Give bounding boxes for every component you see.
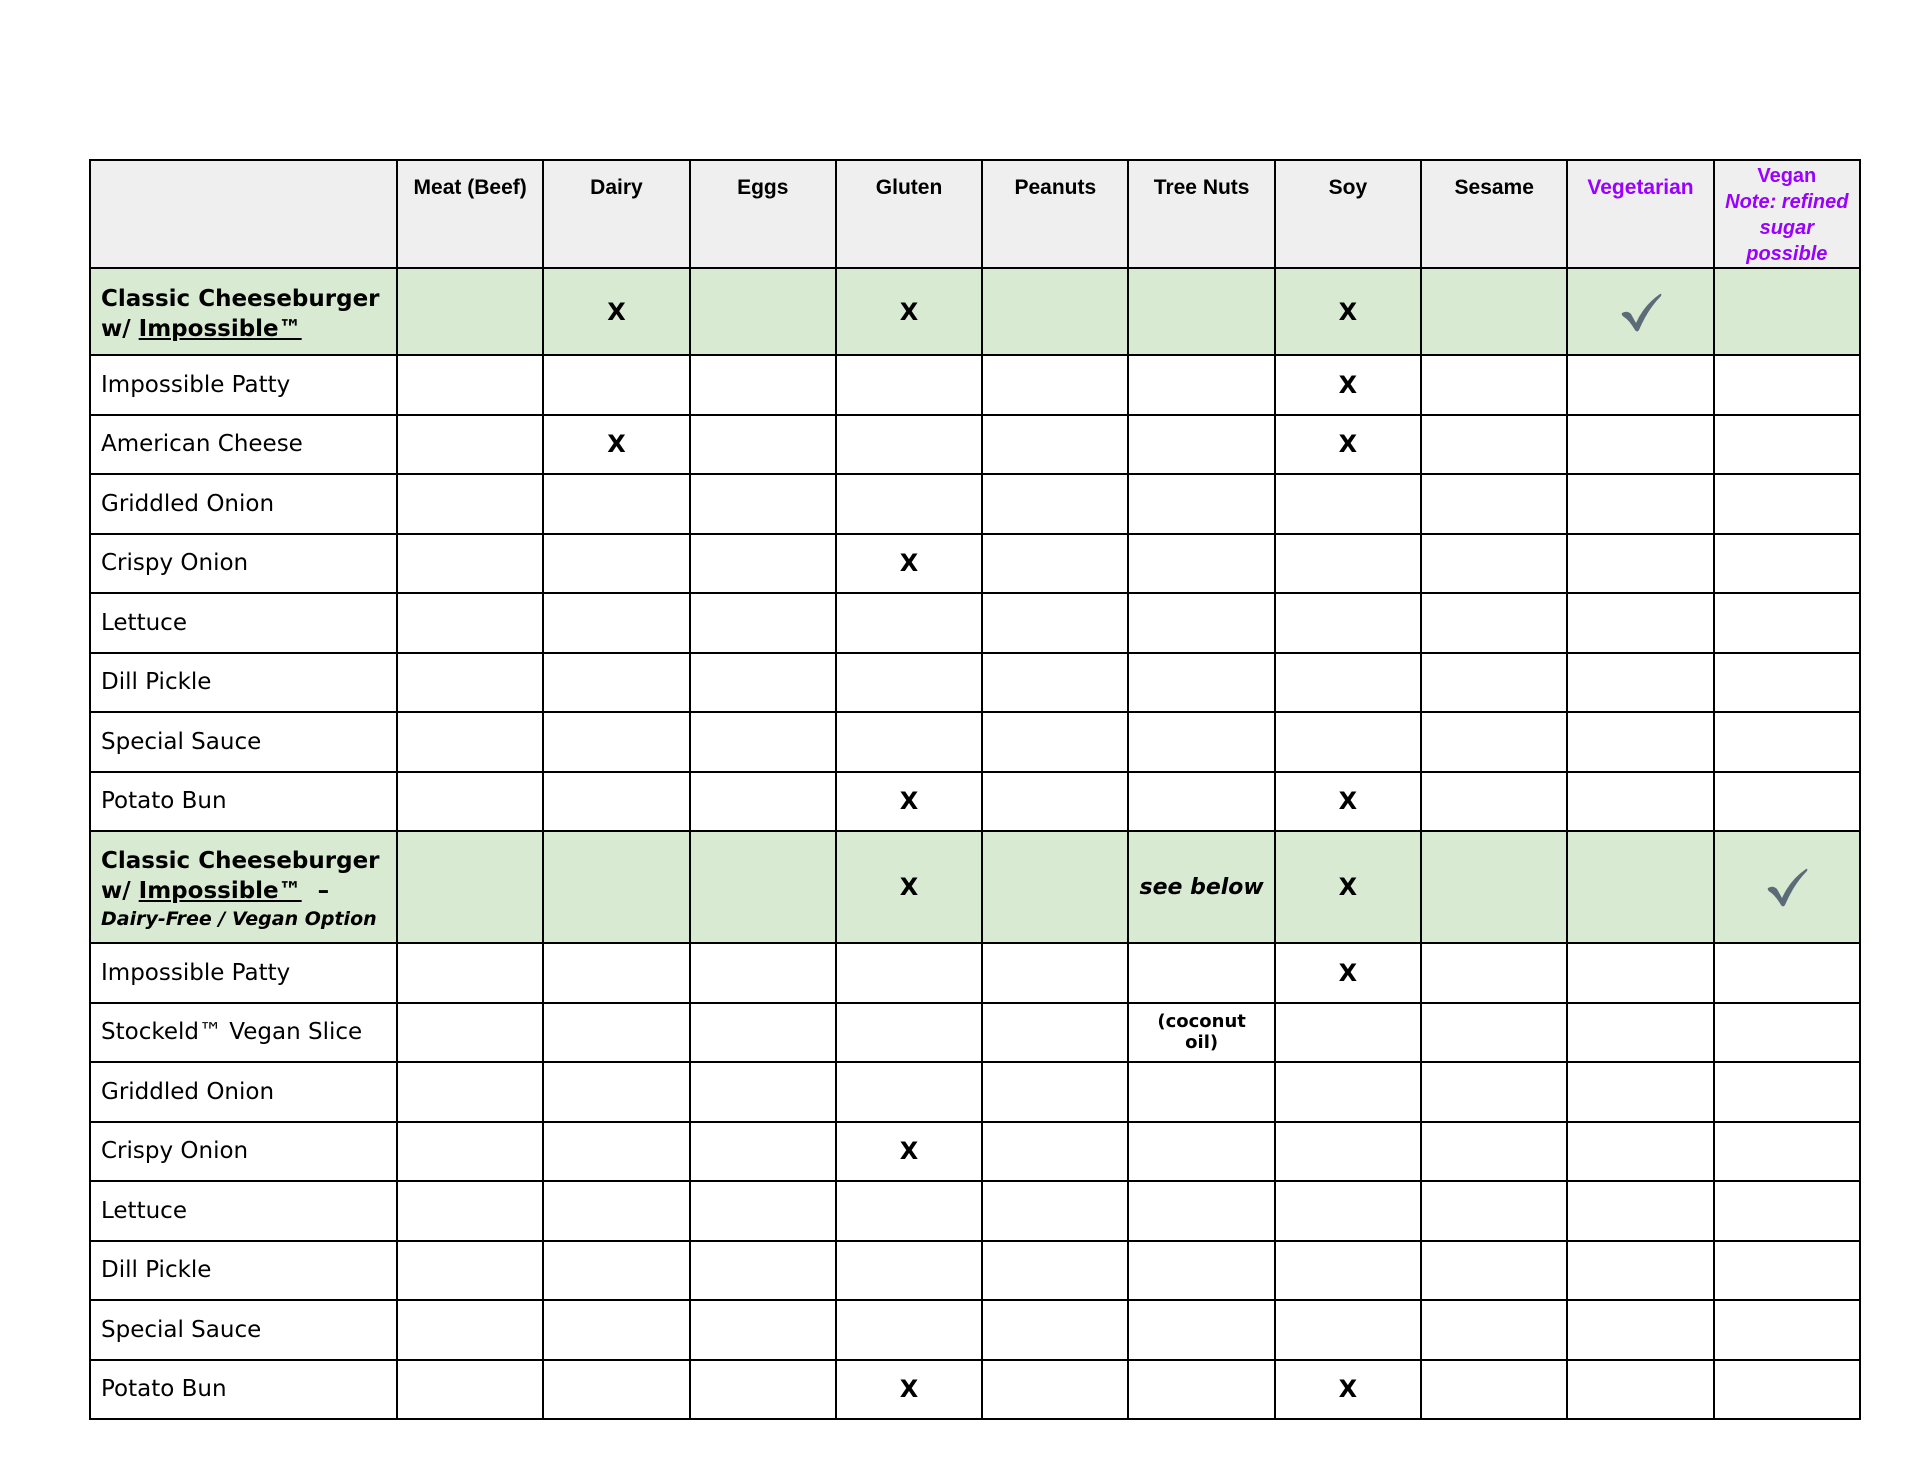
- cell-soy: [1275, 474, 1421, 534]
- header-vegan: [1714, 160, 1860, 268]
- cell-tree-nuts: [1128, 355, 1274, 415]
- cell-soy: [1275, 593, 1421, 653]
- cell-soy: [1275, 653, 1421, 713]
- cell-vegetarian: [1567, 943, 1713, 1003]
- cell-dairy: [543, 1181, 689, 1241]
- cell-vegetarian: [1567, 1122, 1713, 1182]
- cell-tree-nuts: [1128, 474, 1274, 534]
- cell-gluten: [836, 474, 982, 534]
- cell-vegan: [1714, 1122, 1860, 1182]
- cell-sesame: [1421, 1003, 1567, 1063]
- ingredient-name: Impossible Patty: [90, 355, 397, 415]
- cell-tree-nuts: (coconut oil): [1128, 1003, 1274, 1063]
- cell-peanuts: [982, 355, 1128, 415]
- header-tree-nuts: Tree Nuts: [1128, 160, 1274, 268]
- cell-eggs: [690, 1062, 836, 1122]
- cell-sesame: [1421, 1122, 1567, 1182]
- cell-meat-beef: [397, 943, 543, 1003]
- ingredient-row: [90, 593, 1860, 653]
- ingredient-name: Dill Pickle: [90, 653, 397, 713]
- cell-dairy: X: [543, 415, 689, 475]
- cell-peanuts: [982, 712, 1128, 772]
- header-vegan-label: Vegan: [1757, 165, 1817, 187]
- cell-vegetarian: [1567, 831, 1713, 943]
- cell-tree-nuts: [1128, 1360, 1274, 1420]
- cell-eggs: [690, 1181, 836, 1241]
- cell-sesame: [1421, 268, 1567, 355]
- ingredient-row: [90, 415, 1860, 475]
- cell-peanuts: [982, 1003, 1128, 1063]
- cell-meat-beef: [397, 534, 543, 594]
- menu-item-title: Classic Cheeseburger: [101, 285, 380, 312]
- ingredient-row: [90, 1062, 1860, 1122]
- cell-eggs: [690, 831, 836, 943]
- cell-dairy: [543, 1241, 689, 1301]
- ingredient-row: [90, 355, 1860, 415]
- cell-tree-nuts: [1128, 1181, 1274, 1241]
- menu-item-prefix: w/: [101, 315, 139, 342]
- ingredient-name: Crispy Onion: [90, 534, 397, 594]
- cell-vegetarian: [1567, 1181, 1713, 1241]
- cell-dairy: [543, 1360, 689, 1420]
- cell-dairy: [543, 1062, 689, 1122]
- cell-meat-beef: [397, 772, 543, 832]
- cell-peanuts: [982, 534, 1128, 594]
- cell-meat-beef: [397, 474, 543, 534]
- cell-soy: X: [1275, 943, 1421, 1003]
- cell-vegetarian: [1567, 355, 1713, 415]
- cell-eggs: [690, 943, 836, 1003]
- cell-eggs: [690, 593, 836, 653]
- menu-item-name: [90, 831, 397, 943]
- header-dairy: Dairy: [543, 160, 689, 268]
- cell-tree-nuts: [1128, 268, 1274, 355]
- cell-sesame: [1421, 1062, 1567, 1122]
- cell-vegetarian: [1567, 268, 1713, 355]
- cell-tree-nuts: [1128, 415, 1274, 475]
- menu-item-prefix: w/: [101, 878, 139, 904]
- cell-meat-beef: [397, 1300, 543, 1360]
- cell-sesame: [1421, 943, 1567, 1003]
- cell-vegetarian: [1567, 653, 1713, 713]
- ingredient-name: Crispy Onion: [90, 1122, 397, 1182]
- cell-gluten: X: [836, 268, 982, 355]
- cell-gluten: [836, 355, 982, 415]
- ingredient-row: [90, 1181, 1860, 1241]
- cell-vegetarian: [1567, 1241, 1713, 1301]
- menu-item-row: [90, 268, 1860, 355]
- cell-peanuts: [982, 1241, 1128, 1301]
- cell-dairy: [543, 772, 689, 832]
- cell-sesame: [1421, 1360, 1567, 1420]
- ingredient-row: [90, 1360, 1860, 1420]
- cell-dairy: [543, 534, 689, 594]
- cell-peanuts: [982, 268, 1128, 355]
- cell-vegetarian: [1567, 1062, 1713, 1122]
- cell-vegan: [1714, 593, 1860, 653]
- cell-eggs: [690, 268, 836, 355]
- ingredient-name: Dill Pickle: [90, 1241, 397, 1301]
- impossible-link-text: Impossible™: [138, 878, 302, 904]
- cell-eggs: [690, 474, 836, 534]
- cell-tree-nuts: [1128, 534, 1274, 594]
- cell-peanuts: [982, 772, 1128, 832]
- cell-gluten: X: [836, 1122, 982, 1182]
- check-icon: [1618, 289, 1664, 335]
- cell-vegan: [1714, 1062, 1860, 1122]
- cell-vegetarian: [1567, 772, 1713, 832]
- cell-eggs: [690, 355, 836, 415]
- cell-sesame: [1421, 1300, 1567, 1360]
- cell-eggs: [690, 534, 836, 594]
- cell-peanuts: [982, 1181, 1128, 1241]
- cell-eggs: [690, 415, 836, 475]
- header-row: [90, 160, 1860, 268]
- cell-sesame: [1421, 474, 1567, 534]
- cell-meat-beef: [397, 712, 543, 772]
- cell-gluten: [836, 1003, 982, 1063]
- cell-tree-nuts: [1128, 593, 1274, 653]
- cell-soy: [1275, 1181, 1421, 1241]
- cell-soy: [1275, 1241, 1421, 1301]
- cell-soy: [1275, 712, 1421, 772]
- cell-soy: [1275, 534, 1421, 594]
- cell-meat-beef: [397, 415, 543, 475]
- cell-meat-beef: [397, 268, 543, 355]
- ingredient-row: [90, 474, 1860, 534]
- ingredient-row: [90, 772, 1860, 832]
- cell-meat-beef: [397, 1062, 543, 1122]
- cell-soy: [1275, 1062, 1421, 1122]
- cell-dairy: [543, 474, 689, 534]
- cell-tree-nuts: [1128, 712, 1274, 772]
- header-vegetarian: Vegetarian: [1567, 160, 1713, 268]
- cell-soy: X: [1275, 1360, 1421, 1420]
- cell-sesame: [1421, 534, 1567, 594]
- cell-dairy: [543, 712, 689, 772]
- cell-sesame: [1421, 653, 1567, 713]
- menu-item-name: [90, 268, 397, 355]
- ingredient-name: American Cheese: [90, 415, 397, 475]
- ingredient-row: [90, 1003, 1860, 1063]
- cell-meat-beef: [397, 1241, 543, 1301]
- header-soy: Soy: [1275, 160, 1421, 268]
- menu-item-title: Classic Cheeseburger: [101, 848, 380, 874]
- cell-vegetarian: [1567, 415, 1713, 475]
- cell-gluten: X: [836, 831, 982, 943]
- cell-gluten: [836, 712, 982, 772]
- ingredient-name: Special Sauce: [90, 1300, 397, 1360]
- cell-eggs: [690, 1241, 836, 1301]
- cell-sesame: [1421, 831, 1567, 943]
- cell-sesame: [1421, 355, 1567, 415]
- cell-vegan: [1714, 355, 1860, 415]
- ingredient-row: [90, 1241, 1860, 1301]
- cell-sesame: [1421, 1241, 1567, 1301]
- cell-eggs: [690, 772, 836, 832]
- cell-soy: X: [1275, 831, 1421, 943]
- cell-dairy: [543, 355, 689, 415]
- cell-vegan: [1714, 534, 1860, 594]
- cell-soy: X: [1275, 772, 1421, 832]
- ingredient-row: [90, 653, 1860, 713]
- cell-meat-beef: [397, 1360, 543, 1420]
- header-peanuts: Peanuts: [982, 160, 1128, 268]
- cell-vegan: [1714, 1181, 1860, 1241]
- cell-vegetarian: [1567, 593, 1713, 653]
- cell-peanuts: [982, 593, 1128, 653]
- ingredient-name: Lettuce: [90, 593, 397, 653]
- cell-tree-nuts: [1128, 772, 1274, 832]
- cell-gluten: [836, 1300, 982, 1360]
- cell-dairy: X: [543, 268, 689, 355]
- cell-sesame: [1421, 415, 1567, 475]
- cell-vegetarian: [1567, 1360, 1713, 1420]
- cell-peanuts: [982, 474, 1128, 534]
- cell-vegan: [1714, 415, 1860, 475]
- cell-dairy: [543, 593, 689, 653]
- check-icon: [1764, 864, 1810, 910]
- table-body: [90, 268, 1860, 1419]
- ingredient-name: Potato Bun: [90, 772, 397, 832]
- ingredient-name: Stockeld™ Vegan Slice: [90, 1003, 397, 1063]
- ingredient-name: Griddled Onion: [90, 1062, 397, 1122]
- cell-gluten: [836, 415, 982, 475]
- ingredient-name: Potato Bun: [90, 1360, 397, 1420]
- cell-meat-beef: [397, 653, 543, 713]
- cell-dairy: [543, 1122, 689, 1182]
- header-sesame: Sesame: [1421, 160, 1567, 268]
- ingredient-row: [90, 712, 1860, 772]
- cell-peanuts: [982, 1062, 1128, 1122]
- cell-eggs: [690, 712, 836, 772]
- cell-vegan: [1714, 1300, 1860, 1360]
- cell-eggs: [690, 653, 836, 713]
- cell-tree-nuts: [1128, 1241, 1274, 1301]
- cell-peanuts: [982, 943, 1128, 1003]
- cell-vegan: [1714, 772, 1860, 832]
- cell-tree-nuts: see below: [1128, 831, 1274, 943]
- allergen-sheet: [89, 159, 1859, 1404]
- ingredient-row: [90, 1122, 1860, 1182]
- allergen-table: [89, 159, 1861, 1420]
- ingredient-row: [90, 534, 1860, 594]
- cell-tree-nuts: [1128, 1062, 1274, 1122]
- cell-meat-beef: [397, 593, 543, 653]
- cell-dairy: [543, 1003, 689, 1063]
- cell-sesame: [1421, 712, 1567, 772]
- cell-vegetarian: [1567, 534, 1713, 594]
- cell-meat-beef: [397, 1181, 543, 1241]
- impossible-link-text: Impossible™: [138, 315, 302, 342]
- cell-meat-beef: [397, 1003, 543, 1063]
- cell-gluten: [836, 1241, 982, 1301]
- cell-peanuts: [982, 1300, 1128, 1360]
- cell-meat-beef: [397, 355, 543, 415]
- cell-meat-beef: [397, 831, 543, 943]
- menu-item-suffix: –: [301, 878, 330, 904]
- menu-item-row: [90, 831, 1860, 943]
- ingredient-row: [90, 943, 1860, 1003]
- cell-sesame: [1421, 1181, 1567, 1241]
- cell-vegan: [1714, 268, 1860, 355]
- cell-tree-nuts: [1128, 653, 1274, 713]
- ingredient-row: [90, 1300, 1860, 1360]
- cell-gluten: [836, 593, 982, 653]
- cell-eggs: [690, 1122, 836, 1182]
- cell-soy: X: [1275, 415, 1421, 475]
- cell-soy: [1275, 1003, 1421, 1063]
- cell-vegetarian: [1567, 474, 1713, 534]
- cell-vegetarian: [1567, 712, 1713, 772]
- cell-vegan: [1714, 943, 1860, 1003]
- cell-soy: [1275, 1122, 1421, 1182]
- header-meat-beef: Meat (Beef): [397, 160, 543, 268]
- cell-vegan: [1714, 1241, 1860, 1301]
- cell-gluten: [836, 1181, 982, 1241]
- cell-dairy: [543, 1300, 689, 1360]
- cell-vegan: [1714, 712, 1860, 772]
- cell-peanuts: [982, 1122, 1128, 1182]
- cell-vegan: [1714, 653, 1860, 713]
- cell-peanuts: [982, 1360, 1128, 1420]
- cell-tree-nuts: [1128, 1122, 1274, 1182]
- ingredient-name: Lettuce: [90, 1181, 397, 1241]
- header-vegan-note: Note: refined sugar possible: [1725, 191, 1849, 265]
- cell-eggs: [690, 1360, 836, 1420]
- header-corner: [90, 160, 397, 268]
- cell-soy: X: [1275, 268, 1421, 355]
- cell-peanuts: [982, 415, 1128, 475]
- cell-tree-nuts: [1128, 943, 1274, 1003]
- ingredient-name: Griddled Onion: [90, 474, 397, 534]
- cell-peanuts: [982, 831, 1128, 943]
- cell-vegan: [1714, 474, 1860, 534]
- cell-gluten: [836, 1062, 982, 1122]
- cell-meat-beef: [397, 1122, 543, 1182]
- cell-gluten: X: [836, 1360, 982, 1420]
- cell-eggs: [690, 1300, 836, 1360]
- cell-gluten: X: [836, 772, 982, 832]
- ingredient-name: Special Sauce: [90, 712, 397, 772]
- cell-vegan: [1714, 1360, 1860, 1420]
- cell-tree-nuts: [1128, 1300, 1274, 1360]
- cell-sesame: [1421, 772, 1567, 832]
- cell-soy: [1275, 1300, 1421, 1360]
- cell-sesame: [1421, 593, 1567, 653]
- cell-vegetarian: [1567, 1300, 1713, 1360]
- cell-soy: X: [1275, 355, 1421, 415]
- cell-gluten: X: [836, 534, 982, 594]
- cell-dairy: [543, 831, 689, 943]
- cell-vegan: [1714, 831, 1860, 943]
- cell-eggs: [690, 1003, 836, 1063]
- cell-gluten: [836, 653, 982, 713]
- cell-dairy: [543, 943, 689, 1003]
- cell-vegetarian: [1567, 1003, 1713, 1063]
- header-eggs: Eggs: [690, 160, 836, 268]
- cell-dairy: [543, 653, 689, 713]
- menu-item-subtitle: Dairy-Free / Vegan Option: [101, 908, 377, 930]
- cell-peanuts: [982, 653, 1128, 713]
- cell-vegan: [1714, 1003, 1860, 1063]
- cell-gluten: [836, 943, 982, 1003]
- header-gluten: Gluten: [836, 160, 982, 268]
- ingredient-name: Impossible Patty: [90, 943, 397, 1003]
